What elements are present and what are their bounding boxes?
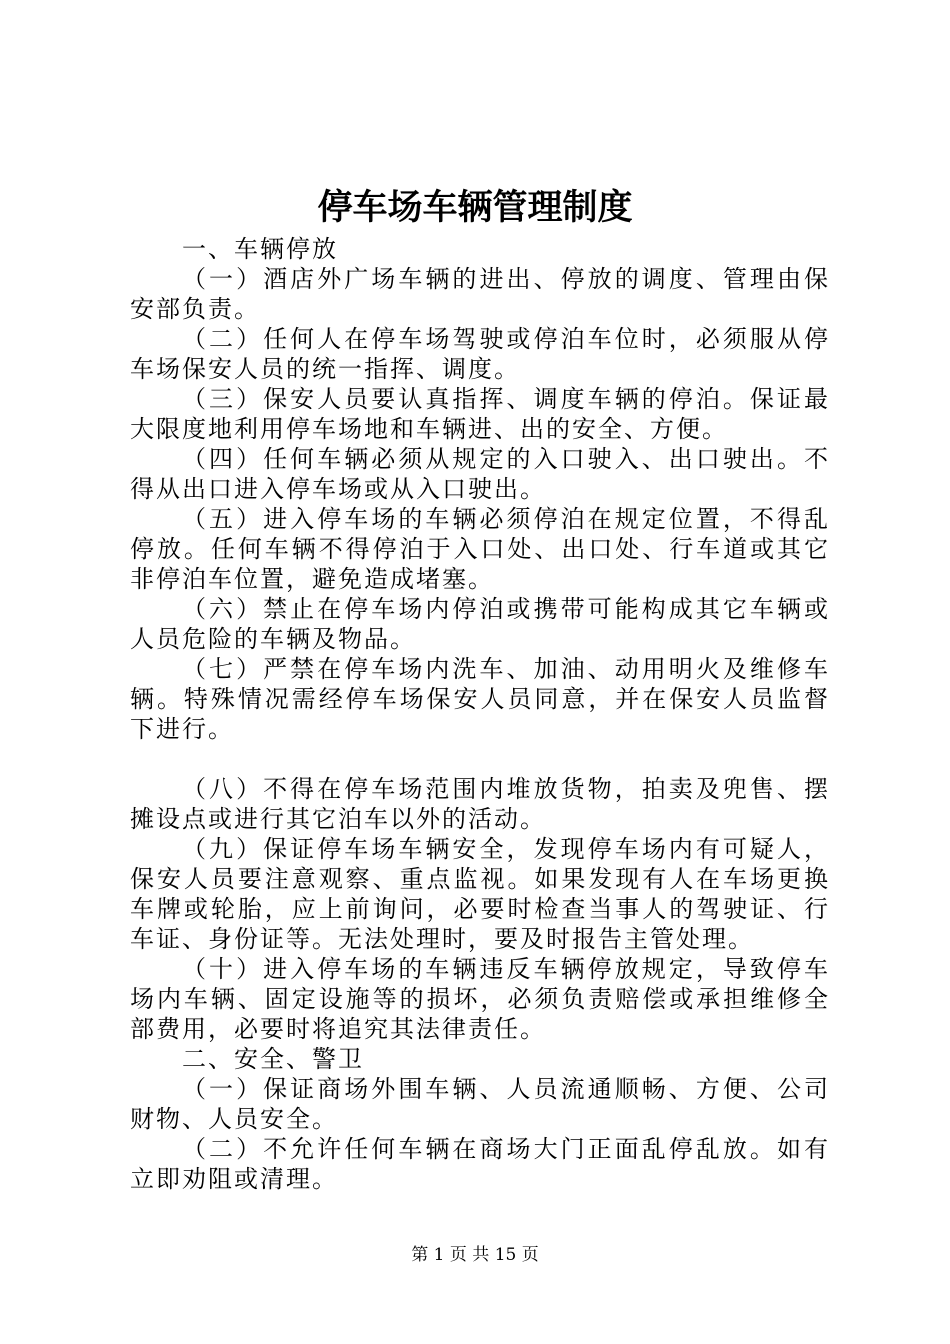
paragraph: （二）任何人在停车场驾驶或停泊车位时，必须服从停车场保安人员的统一指挥、调度。 — [130, 325, 830, 383]
paragraph: （六）禁止在停车场内停泊或携带可能构成其它车辆或人员危险的车辆及物品。 — [130, 595, 830, 653]
section-heading-security: 二、安全、警卫 — [182, 1045, 364, 1073]
paragraph: （三）保安人员要认真指挥、调度车辆的停泊。保证最大限度地利用停车场地和车辆进、出的安全、方便。 — [130, 385, 830, 443]
paragraph: （九）保证停车场车辆安全，发现停车场内有可疑人，保安人员要注意观察、重点监视。如果发现有人在车场更换车牌或轮胎，应上前询问，必要时检查当事人的驾驶证、行车证、身份证等。无法处理时，要及时报告主管处理。 — [130, 835, 830, 953]
paragraph: （二）不允许任何车辆在商场大门正面乱停乱放。如有立即劝阻或清理。 — [130, 1135, 830, 1193]
paragraph: （七）严禁在停车场内洗车、加油、动用明火及维修车辆。特殊情况需经停车场保安人员同意，并在保安人员监督下进行。 — [130, 655, 830, 743]
section-heading-parking: 一、车辆停放 — [182, 235, 338, 263]
page-footer: 第 1 页 共 15 页 — [411, 1245, 539, 1265]
paragraph: （四）任何车辆必须从规定的入口驶入、出口驶出。不得从出口进入停车场或从入口驶出。 — [130, 445, 830, 503]
paragraph: （十）进入停车场的车辆违反车辆停放规定，导致停车场内车辆、固定设施等的损坏，必须负责赔偿或承担维修全部费用，必要时将追究其法律责任。 — [130, 955, 830, 1043]
document-body — [130, 234, 830, 1194]
paragraph: （八）不得在停车场范围内堆放货物，拍卖及兜售、摆摊设点或进行其它泊车以外的活动。 — [130, 775, 830, 833]
paragraph: （一）酒店外广场车辆的进出、停放的调度、管理由保安部负责。 — [130, 265, 830, 323]
paragraph: （五）进入停车场的车辆必须停泊在规定位置，不得乱停放。任何车辆不得停泊于入口处、出口处、行车道或其它非停泊车位置，避免造成堵塞。 — [130, 505, 830, 593]
page-title: 停车场车辆管理制度 — [317, 187, 633, 228]
paragraph: （一）保证商场外围车辆、人员流通顺畅、方便、公司财物、人员安全。 — [130, 1075, 830, 1133]
